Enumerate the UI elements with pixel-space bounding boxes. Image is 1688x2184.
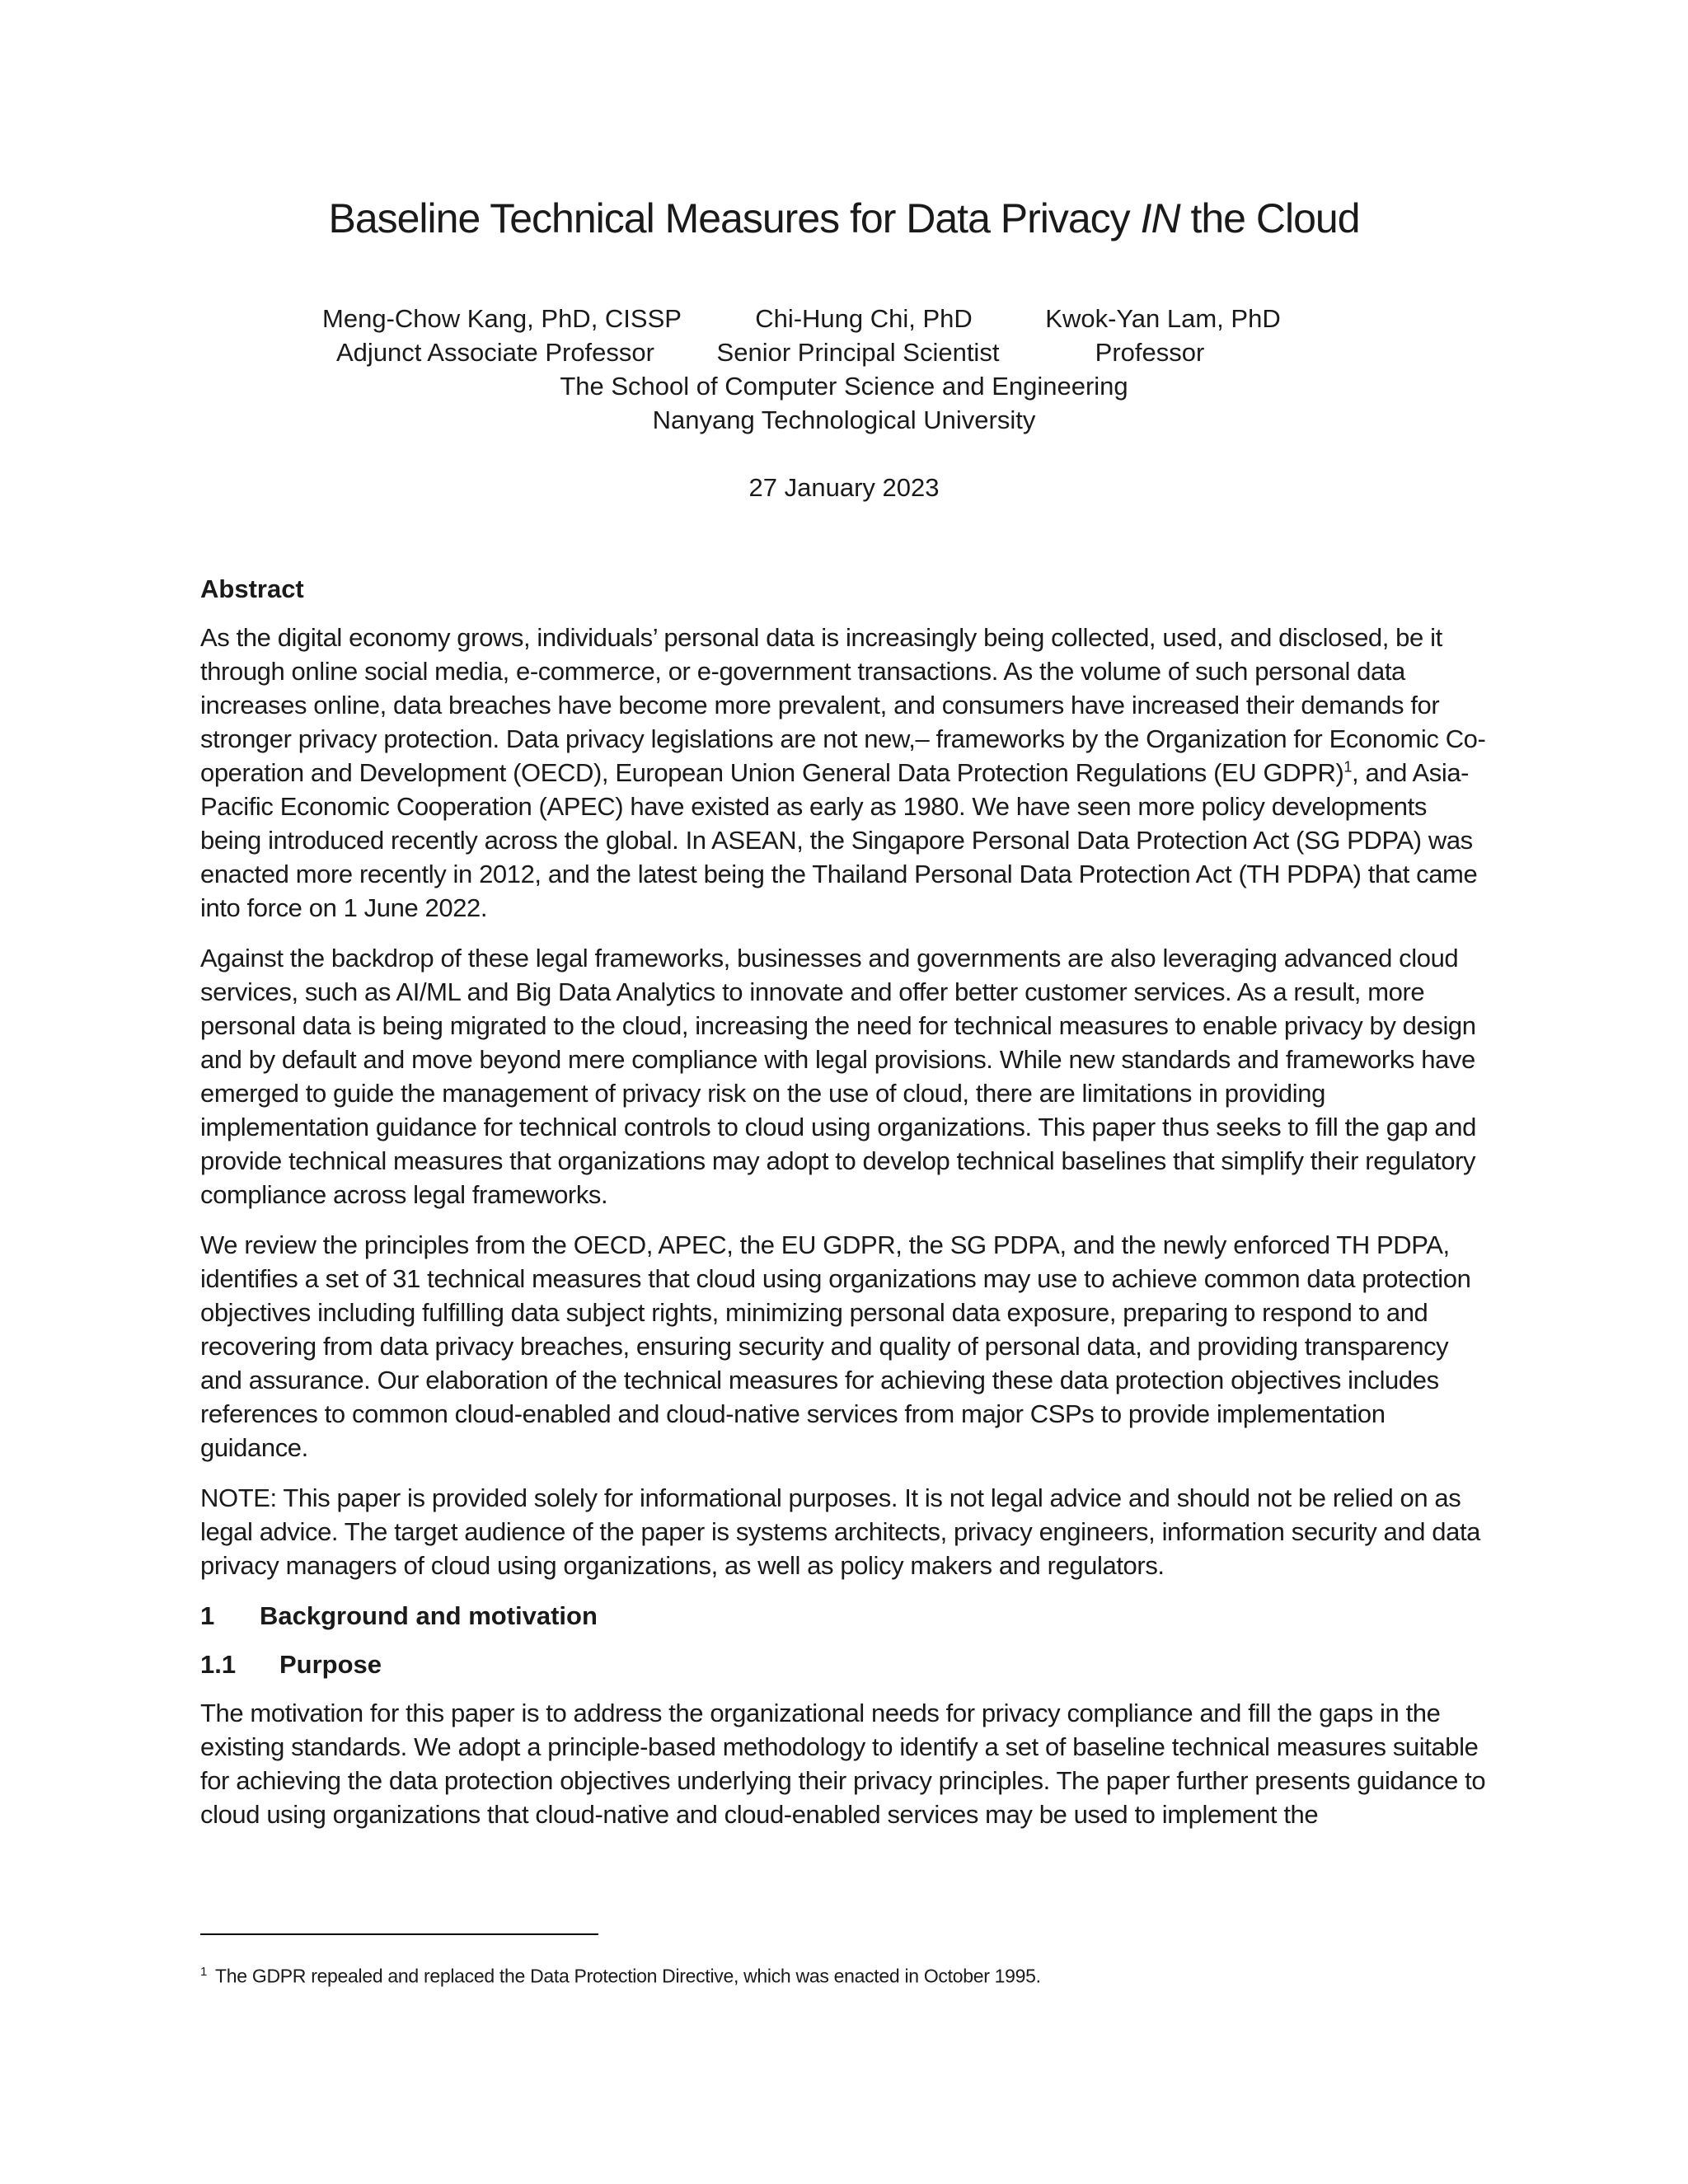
author-role: Professor — [1095, 338, 1205, 367]
affiliation-school: The School of Computer Science and Engineering — [560, 372, 1128, 401]
title-text-end: the Cloud — [1179, 195, 1360, 241]
paper-date: 27 January 2023 — [748, 473, 940, 502]
paper-title — [0, 194, 1688, 242]
paper-body — [200, 572, 1491, 1848]
author-role: Senior Principal Scientist — [716, 338, 1000, 367]
affiliation-university: Nanyang Technological University — [652, 405, 1036, 434]
subsection-number: 1.1 — [200, 1650, 237, 1679]
section-heading — [200, 1599, 1491, 1633]
title-italic-text: IN — [1140, 195, 1180, 241]
author-role: Adjunct Associate Professor — [336, 338, 654, 367]
title-text: Baseline Technical Measures for Data Privacy — [328, 195, 1141, 241]
abstract-paragraph — [200, 621, 1491, 925]
footnote-text: The GDPR repealed and replaced the Data Protection Directive, which was enacted in October 1995. — [215, 1965, 1041, 1987]
author-name: Chi-Hung Chi, PhD — [755, 304, 973, 333]
footnote-divider — [200, 1933, 598, 1935]
abstract-heading: Abstract — [200, 574, 304, 603]
abstract-text: As the digital economy grows, individuals’ personal data is increasingly being collected, used, and disclosed, be it through online social media, e-commerce, or e-government transactions. As the volume of such personal data increases online, data breaches have become more prevalent, and consumers have increased their demands for stronger privacy protection. Data privacy legislations are not new,– frameworks by the Organization for Economic Co-operation and Development (OECD), European Union General Data Protection Regulations (EU GDPR) — [200, 623, 1486, 787]
abstract-text: , and Asia-Pacific Economic Cooperation (APEC) have existed as early as 1980. We have seen more policy developments being introduced recently across the global. In ASEAN, the Singapore Personal Data Protection Act (SG PDPA) was enacted more recently in 2012, and the latest being the Thailand Personal Data Protection Act (TH PDPA) that came into force on 1 June 2022. — [200, 758, 1478, 922]
author-names-row — [0, 302, 1688, 335]
abstract-note: NOTE: This paper is provided solely for informational purposes. It is not legal advice and should not be relied on as legal advice. The target audience of the paper is systems architects, privacy engineers, information security and data privacy managers of cloud using organizations, as well as policy makers and regulators. — [200, 1483, 1481, 1580]
section-title: Background and motivation — [260, 1601, 598, 1630]
abstract-paragraph: We review the principles from the OECD, APEC, the EU GDPR, the SG PDPA, and the newly enforced TH PDPA, identifies a set of 31 technical measures that cloud using organizations may use to achieve common data protection objectives including fulfilling data subject rights, minimizing personal data exposure, preparing to respond to and recovering from data privacy breaches, ensuring security and quality of personal data, and providing transparency and assurance. Our elaboration of the technical measures for achieving these data protection objectives includes references to common cloud-enabled and cloud-native services from major CSPs to provide implementation guidance. — [200, 1230, 1471, 1462]
author-name: Kwok-Yan Lam, PhD — [1045, 304, 1281, 333]
abstract-paragraph: Against the backdrop of these legal frameworks, businesses and governments are also leveraging advanced cloud services, such as AI/ML and Big Data Analytics to innovate and offer better customer services. As a result, more personal data is being migrated to the cloud, increasing the need for technical measures to enable privacy by design and by default and move beyond mere compliance with legal provisions. While new standards and frameworks have emerged to guide the management of privacy risk on the use of cloud, there are limitations in providing implementation guidance for technical controls to cloud using organizations. This paper thus seeks to fill the gap and provide technical measures that organizations may adopt to develop technical baselines that simplify their regulatory compliance across legal frameworks. — [200, 944, 1476, 1209]
subsection-heading — [200, 1647, 1491, 1681]
body-paragraph: The motivation for this paper is to address the organizational needs for privacy compliance and fill the gaps in the existing standards. We adopt a principle-based methodology to identify a set of baseline technical measures suitable for achieving the data protection objectives underlying their privacy principles. The paper further presents guidance to cloud using organizations that cloud-native and cloud-enabled services may be used to implement the — [200, 1699, 1486, 1829]
author-name: Meng-Chow Kang, PhD, CISSP — [322, 304, 682, 333]
subsection-title: Purpose — [279, 1650, 382, 1679]
footnote-ref[interactable]: 1 — [1343, 758, 1353, 776]
author-block — [0, 302, 1688, 437]
author-roles-row — [0, 335, 1688, 369]
footnote-number: 1 — [200, 1965, 208, 1979]
section-number: 1 — [200, 1601, 215, 1630]
footnote — [200, 1960, 1041, 1989]
